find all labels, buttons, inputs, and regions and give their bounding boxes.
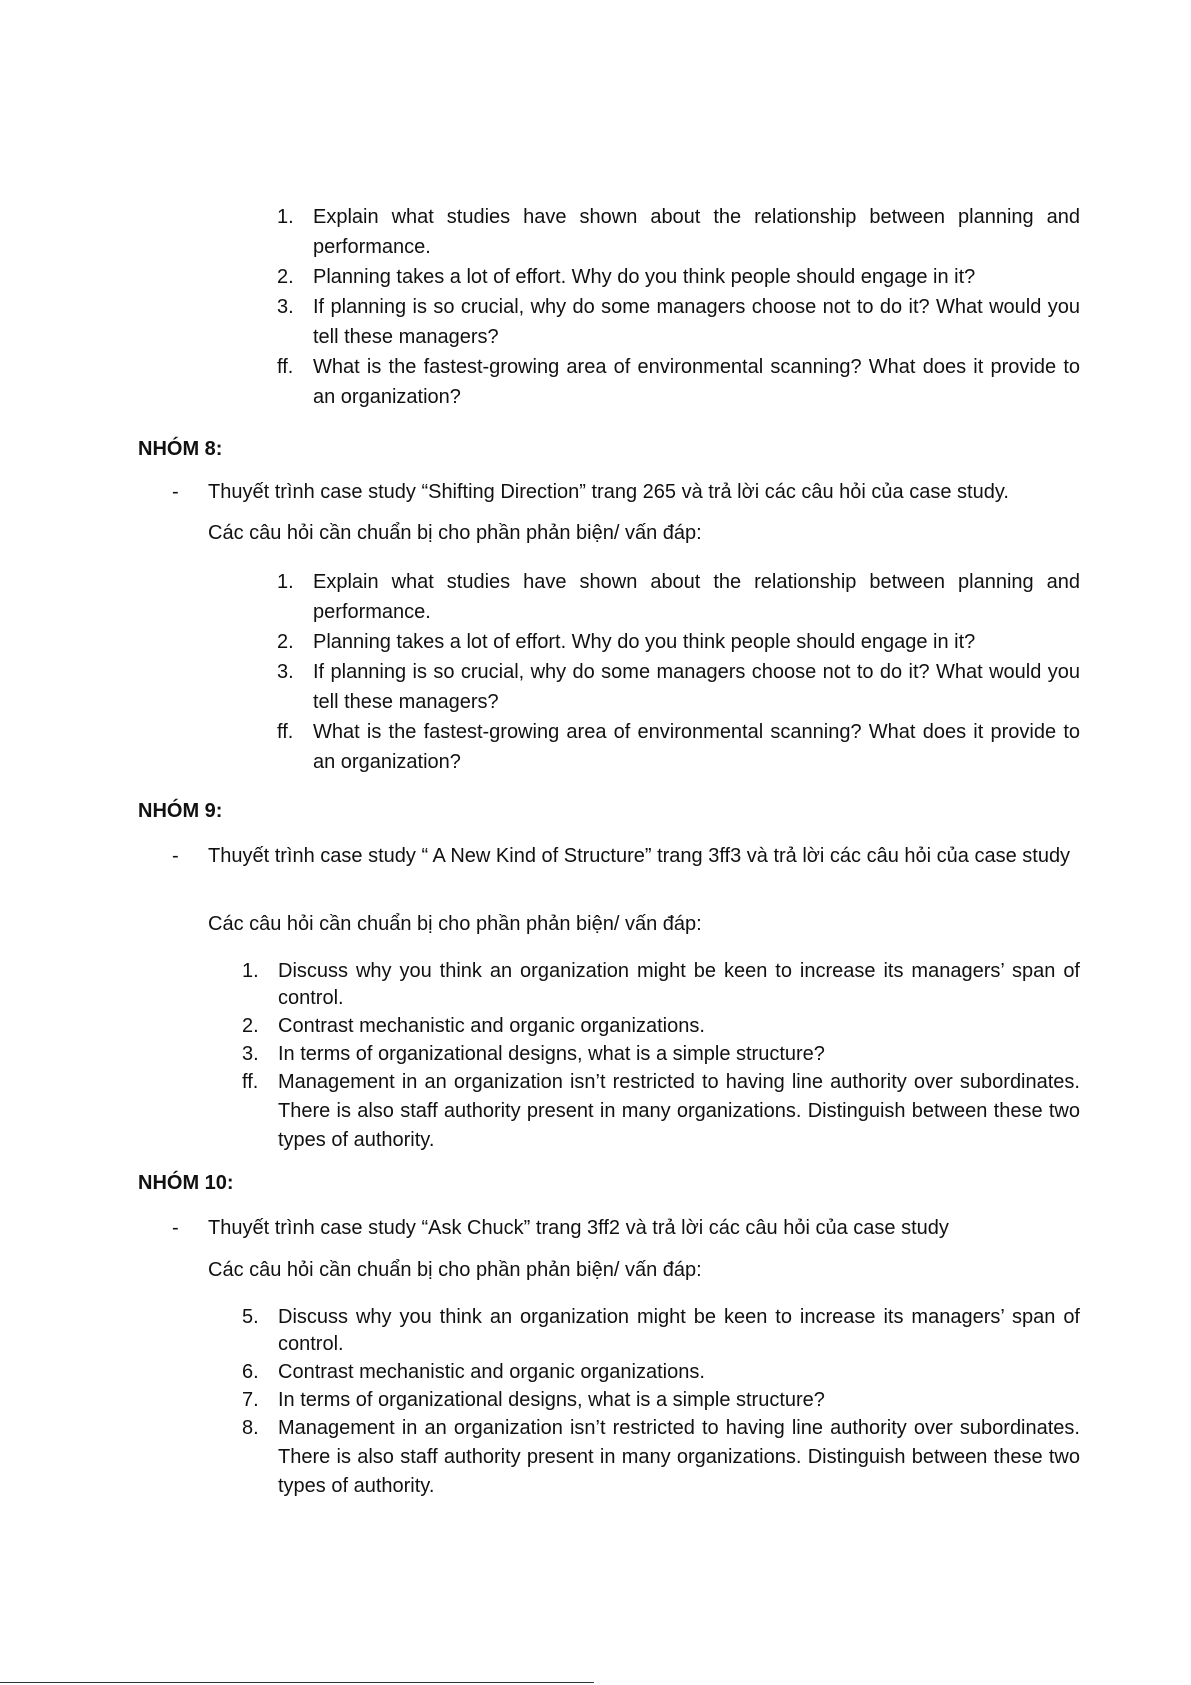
- group-heading-8: NHÓM 8:: [138, 438, 223, 460]
- carryover-question-list: [277, 202, 1080, 412]
- list-item: 2. Contrast mechanistic and organic organizations.: [242, 1015, 705, 1037]
- list-item: ff. Management in an organization isn’t restricted to having line authority over subordinates. There is also staff authority present in many organizations. Distinguish between these two types of authority.: [242, 1071, 1080, 1151]
- group-10-task: - Thuyết trình case study “Ask Chuck” trang 3ff2 và trả lời các câu hỏi của case study: [208, 1215, 1080, 1242]
- list-item: 2. Planning takes a lot of effort. Why do you think people should engage in it?: [277, 631, 976, 653]
- bullet-dash: -: [172, 845, 179, 867]
- list-item: 1. Explain what studies have shown about the relationship between planning and performance.: [277, 571, 1080, 623]
- group-8-question-list: [277, 567, 1080, 777]
- bullet-dash: -: [172, 481, 179, 503]
- group-8-task: - Thuyết trình case study “Shifting Direction” trang 265 và trả lời các câu hỏi của case study.: [208, 479, 1080, 506]
- group-9-task: - Thuyết trình case study “ A New Kind of Structure” trang 3ff3 và trả lời các câu hỏi của case study: [208, 843, 1080, 870]
- list-item: 7. In terms of organizational designs, what is a simple structure?: [242, 1389, 825, 1411]
- footnote-separator: [0, 1682, 594, 1683]
- list-item: ff. What is the fastest-growing area of environmental scanning? What does it provide to an organization?: [277, 356, 1080, 408]
- list-item: 1. Discuss why you think an organization might be keen to increase its managers’ span of control.: [242, 960, 1080, 1009]
- list-item: 3. In terms of organizational designs, what is a simple structure?: [242, 1043, 825, 1065]
- list-item: 6. Contrast mechanistic and organic organizations.: [242, 1361, 705, 1383]
- group-8-subtitle: Các câu hỏi cần chuẩn bị cho phần phản biện/ vấn đáp:: [208, 522, 702, 544]
- list-item: 3. If planning is so crucial, why do some managers choose not to do it? What would you tell these managers?: [277, 296, 1080, 348]
- list-item: ff. What is the fastest-growing area of environmental scanning? What does it provide to an organization?: [277, 721, 1080, 773]
- list-item: 8. Management in an organization isn’t restricted to having line authority over subordinates. There is also staff authority present in many organizations. Distinguish between these two types of authority.: [242, 1417, 1080, 1497]
- list-item: 2. Planning takes a lot of effort. Why do you think people should engage in it?: [277, 266, 976, 288]
- list-item: 1. Explain what studies have shown about the relationship between planning and performance.: [277, 206, 1080, 258]
- list-item: 3. If planning is so crucial, why do some managers choose not to do it? What would you tell these managers?: [277, 661, 1080, 713]
- bullet-dash: -: [172, 1217, 179, 1239]
- group-9-question-list: [242, 958, 1080, 1155]
- group-10-question-list: [242, 1304, 1080, 1501]
- group-heading-10: NHÓM 10:: [138, 1172, 234, 1194]
- list-item: 5. Discuss why you think an organization might be keen to increase its managers’ span of control.: [242, 1306, 1080, 1355]
- group-10-subtitle: Các câu hỏi cần chuẩn bị cho phần phản biện/ vấn đáp:: [208, 1259, 702, 1281]
- group-heading-9: NHÓM 9:: [138, 800, 223, 822]
- group-9-subtitle: Các câu hỏi cần chuẩn bị cho phần phản biện/ vấn đáp:: [208, 913, 702, 935]
